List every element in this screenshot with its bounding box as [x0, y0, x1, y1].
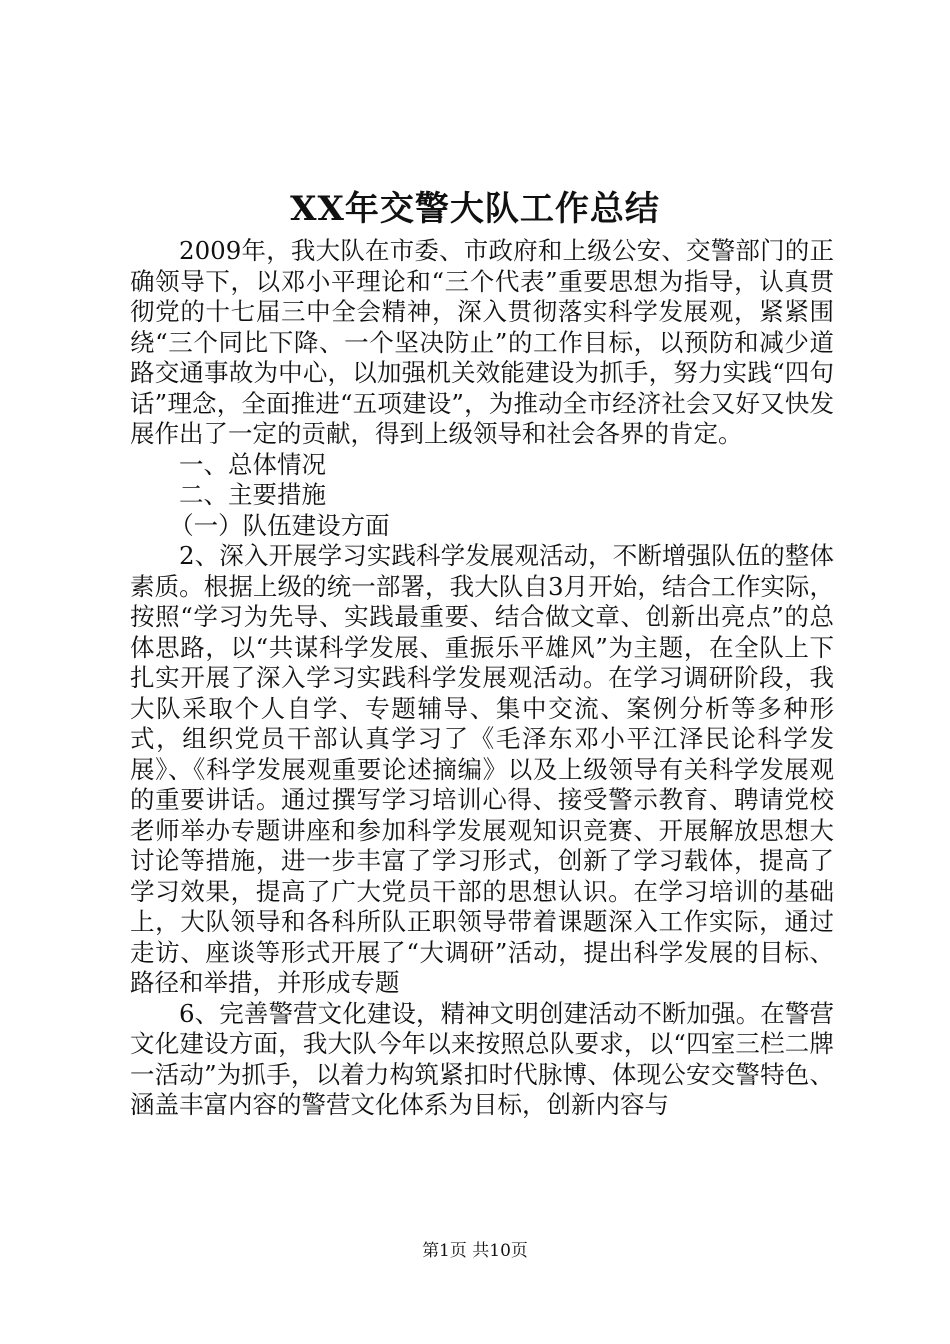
paragraph-study-practice: 2、深入开展学习实践科学发展观活动，不断增强队伍的整体素质。根据上级的统一部署，我大队自3月开始，结合工作实际，按照“学习为先导、实践最重要、结合做文章、创新出亮点”的总体思路，以“共谋科学发展、重振乐平雄风”为主题，在全队上下扎实开展了深入学习实践科学发展观活动。在学习调研阶段，我大队采取个人自学、专题辅导、集中交流、案例分析等多种形式，组织党员干部认真学习了《毛泽东邓小平江泽民论科学发展》、《科学发展观重要论述摘编》以及上级领导有关科学发展观的重要讲话。通过撰写学习培训心得、接受警示教育、聘请党校老师举办专题讲座和参加科学发展观知识竞赛、开展解放思想大讨论等措施，进一步丰富了学习形式，创新了学习载体，提高了学习效果，提高了广大党员干部的思想认识。在学习培训的基础上，大队领导和各科所队正职领导带着课题深入工作实际，通过走访、座谈等形式开展了“大调研”活动，提出科学发展的目标、路径和举措，并形成专题	[130, 541, 834, 997]
document-title: XX年交警大队工作总结	[290, 189, 660, 229]
intro-paragraph: 2009年，我大队在市委、市政府和上级公安、交警部门的正确领导下，以邓小平理论和“三个代表”重要思想为指导，认真贯彻党的十七届三中全会精神，深入贯彻落实科学发展观，紧紧围绕“三个同比下降、一个坚决防止”的工作目标，以预防和减少道路交通事故为中心，以加强机关效能建设为抓手，努力实践“四句话”理念，全面推进“五项建设”，为推动全市经济社会又好又快发展作出了一定的贡献，得到上级领导和社会各界的肯定。	[130, 236, 834, 448]
subsection-heading-team: （一）队伍建设方面	[169, 510, 390, 540]
section-heading-overview: 一、总体情况	[179, 449, 326, 479]
section-heading-measures: 二、主要措施	[179, 480, 326, 509]
page-number-footer: 第1页 共10页	[422, 1241, 528, 1261]
paragraph-culture: 6、完善警营文化建设，精神文明创建活动不断加强。在警营文化建设方面，我大队今年以来按照总队要求，以“四室三栏二牌一活动”为抓手，以着力构筑紧扣时代脉博、体现公安交警特色、涵盖丰富内容的警营文化体系为目标，创新内容与	[130, 998, 834, 1119]
document-body	[130, 236, 834, 1121]
